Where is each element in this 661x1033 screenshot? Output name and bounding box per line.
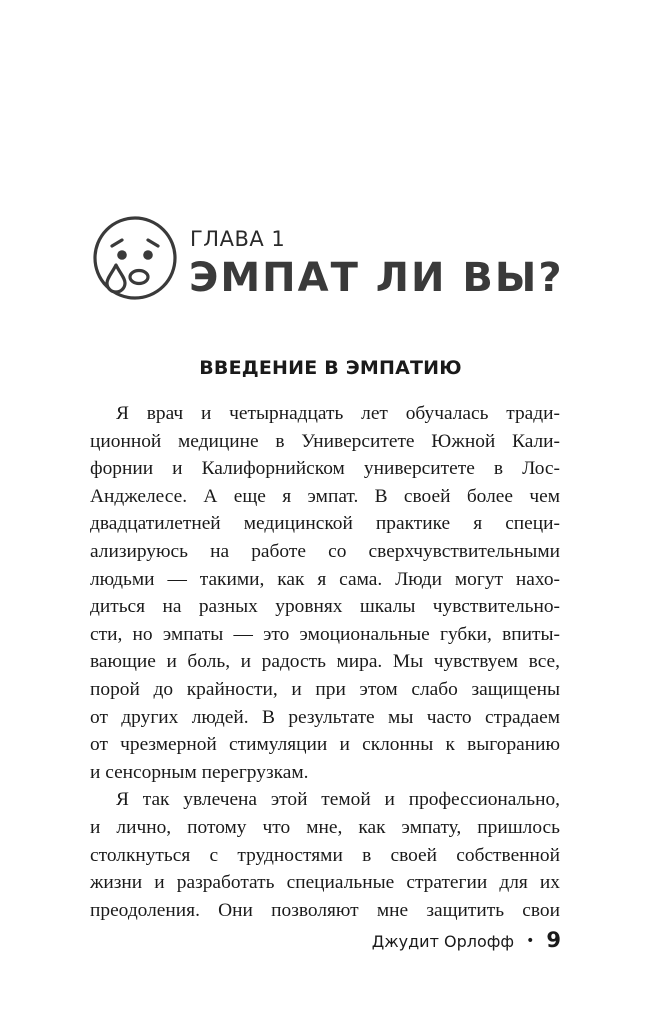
text-line: преодоления. Они позволяют мне защитить свои xyxy=(90,899,560,921)
footer-separator: • xyxy=(526,933,535,949)
text-line: Я так увлечена этой темой и профессионально, xyxy=(116,789,560,811)
text-line: жизни и разработать специальные стратегии для их xyxy=(90,872,560,894)
text-line: диться на разных уровнях шкалы чувствительно- xyxy=(90,596,560,618)
crying-face-icon xyxy=(92,215,178,301)
section-title: ВВЕДЕНИЕ В ЭМПАТИЮ xyxy=(199,357,462,379)
footer-author: Джудит Орлофф xyxy=(371,932,515,951)
text-line: вающие и боль, и радость мира. Мы чувствуем все, xyxy=(90,651,560,673)
page-footer xyxy=(372,928,561,952)
text-line: сти, но эмпаты — это эмоциональные губки, впиты- xyxy=(90,623,560,645)
chapter-header xyxy=(92,213,572,313)
text-line: форнии и Калифорнийском университете в Лос- xyxy=(90,458,560,480)
chapter-title: ЭМПАТ ЛИ ВЫ? xyxy=(189,255,564,301)
page-number: 9 xyxy=(546,928,561,952)
text-line: порой до крайности, и при этом слабо защищены xyxy=(90,678,560,700)
body-text xyxy=(90,400,560,924)
text-line: столкнуться с трудностями в своей собственной xyxy=(90,844,560,866)
text-line: двадцатилетней медицинской практике я специ- xyxy=(90,513,560,535)
text-line: людьми — такими, как я сама. Люди могут нахо- xyxy=(90,568,560,590)
text-line: и сенсорным перегрузкам. xyxy=(90,761,309,783)
text-line: ализируюсь на работе со сверхчувствительными xyxy=(90,540,560,562)
text-line: от других людей. В результате мы часто страдаем xyxy=(90,706,560,728)
text-line: Я врач и четырнадцать лет обучалась тради- xyxy=(116,403,560,424)
text-line: ционной медицине в Университете Южной Кали- xyxy=(90,430,560,452)
text-line: Анджелесе. А еще я эмпат. В своей более чем xyxy=(90,485,560,507)
chapter-label: ГЛАВА 1 xyxy=(190,227,286,251)
text-line: от чрезмерной стимуляции и склонны к выгоранию xyxy=(90,734,560,756)
text-line: и лично, потому что мне, как эмпату, пришлось xyxy=(90,816,560,838)
